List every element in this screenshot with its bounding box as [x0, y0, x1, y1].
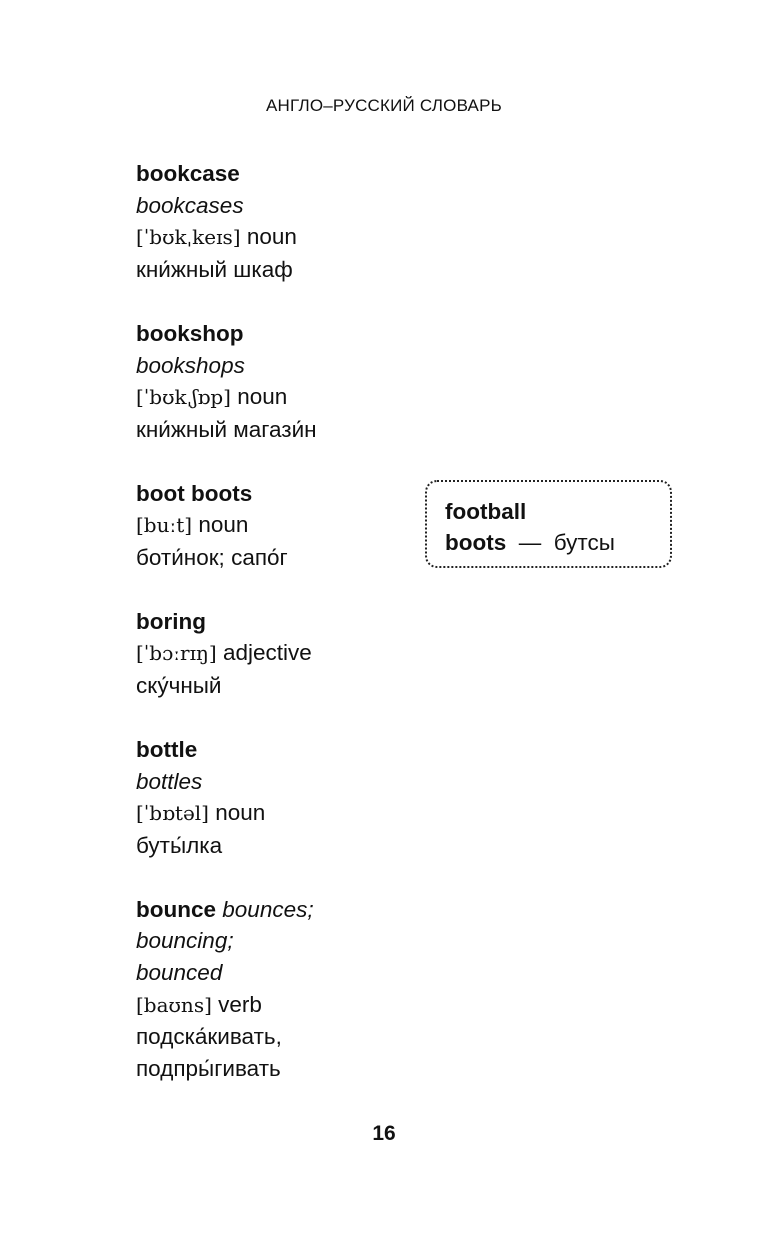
note-line — [445, 527, 670, 558]
plural-form: bookcases — [136, 192, 244, 218]
entry-bookshop — [136, 318, 436, 446]
pronunciation-line — [136, 637, 436, 670]
note-dash: — — [518, 530, 542, 555]
headword: bookcase — [136, 161, 240, 186]
headword-line — [136, 894, 436, 926]
transcription: [ˈbʊkˌʃɒp] — [136, 385, 231, 410]
verb-form: bounced — [136, 960, 223, 986]
dictionary-entries — [136, 158, 436, 1117]
entry-bookcase — [136, 158, 436, 286]
translation: кни́жный магази́н — [136, 416, 317, 442]
part-of-speech: noun — [198, 512, 249, 538]
translation: подпры́гивать — [136, 1056, 281, 1082]
headword: bookshop — [136, 320, 244, 346]
headword: boring — [136, 608, 206, 634]
transcription: [ˈbʊkˌkeɪs] — [136, 225, 241, 250]
pronunciation-line — [136, 221, 436, 254]
entry-bottle — [136, 734, 436, 862]
transcription: [baʊns] — [136, 992, 212, 1017]
headword: bounce — [136, 896, 217, 922]
plural-form: bookshops — [136, 352, 245, 378]
verb-form: bounces; — [222, 896, 314, 922]
pronunciation-line — [136, 989, 436, 1022]
part-of-speech: noun — [215, 800, 266, 826]
pronunciation-line — [136, 797, 436, 830]
translation: кни́жный шкаф — [136, 257, 293, 283]
transcription: [buːt] — [136, 513, 193, 538]
part-of-speech: noun — [246, 224, 297, 250]
entry-bounce — [136, 894, 436, 1085]
entry-boring — [136, 606, 436, 702]
running-header: АНГЛО–РУССКИЙ СЛОВАРЬ — [266, 96, 502, 115]
part-of-speech: verb — [218, 991, 262, 1017]
page-number: 16 — [372, 1122, 396, 1145]
note-phrase: boots — [445, 530, 507, 555]
entry-boot — [136, 478, 436, 574]
note-phrase: football — [445, 499, 527, 524]
pronunciation-line — [136, 509, 436, 542]
translation: буты́лка — [136, 832, 223, 858]
transcription: [ˈbɒtəl] — [136, 801, 209, 826]
verb-form: bouncing; — [136, 928, 234, 954]
pronunciation-line — [136, 381, 436, 414]
translation: подска́кивать, — [136, 1024, 282, 1050]
part-of-speech: adjective — [222, 640, 312, 666]
headword: bottle — [136, 736, 198, 762]
transcription: [ˈbɔːrɪŋ] — [136, 641, 217, 666]
translation: ску́чный — [136, 673, 222, 699]
plural-form: bottles — [136, 768, 203, 794]
usage-note-box — [425, 480, 672, 568]
headword: boot boots — [136, 480, 253, 506]
translation: боти́нок; сапо́г — [136, 545, 288, 571]
part-of-speech: noun — [237, 384, 288, 410]
note-translation: бутсы — [553, 530, 615, 555]
